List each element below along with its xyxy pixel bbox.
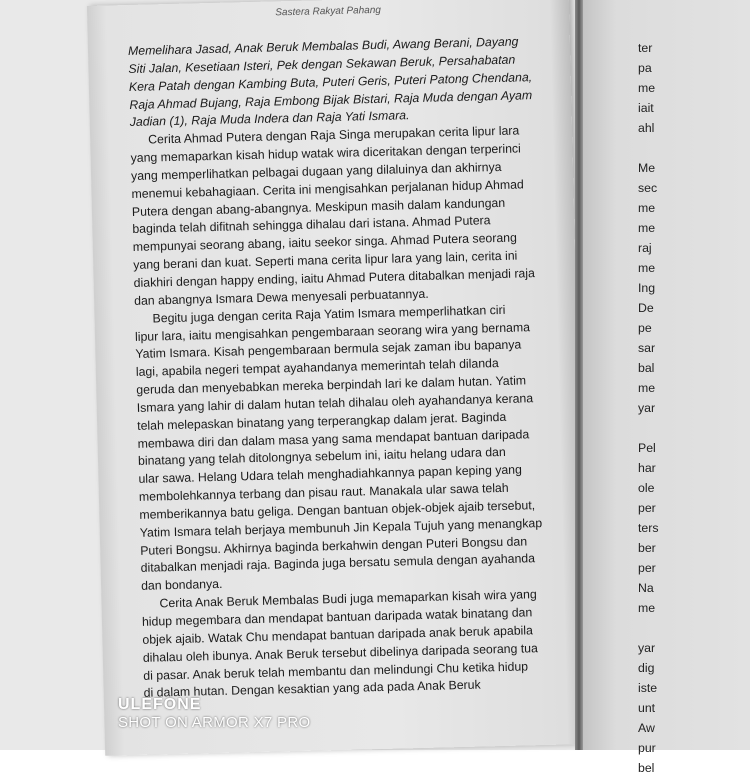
text-line: geruda dan menyebabkan mereka berpindah lari ke dalam hutan. Yatim: [136, 373, 527, 397]
next-page-fragment: [638, 420, 750, 440]
text-line: Puteri Bongsu. Akhirnya baginda berkahwin dengan Puteri Bongsu dan: [140, 534, 528, 558]
next-page-text: [638, 40, 750, 780]
next-page-fragment: ahl: [638, 121, 655, 135]
next-page-fragment: me: [638, 201, 656, 215]
next-page-fragment: dig: [638, 661, 655, 675]
text-line: memberikannya batu geliga. Dengan bantuan objek-objek ajaib tersebut,: [139, 498, 536, 522]
next-page-fragment: Na: [638, 581, 654, 595]
text-line: diakhiri dengan happy ending, iaitu Ahmad Putera ditabalkan menjadi raja: [133, 266, 536, 290]
text-line: yang memaparkan kisah hidup watak wira diceritakan dengan terperinci: [130, 141, 522, 166]
next-page-fragment: Aw: [638, 721, 655, 735]
text-line: di dalam hutan. Dengan kesaktian yang ada pada Anak Beruk: [143, 677, 481, 701]
next-page-fragment: ber: [638, 541, 656, 555]
text-line: Kera Patah dengan Kambing Buta, Puteri Geris, Puteri Patong Chendana,: [128, 69, 533, 94]
next-page-fragment: pur: [638, 741, 656, 755]
camera-watermark: [118, 696, 310, 732]
next-page-fragment: me: [638, 221, 656, 235]
text-line: Memelihara Jasad, Anak Beruk Membalas Budi, Awang Berani, Dayang: [127, 34, 519, 59]
text-line: membolehkannya terbang dan pisau raut. Manakala ular sawa telah: [138, 480, 509, 504]
text-line: Cerita Ahmad Putera dengan Raja Singa merupakan cerita lipur lara: [148, 123, 520, 147]
text-line: Yatim Ismara telah berjaya membunuh Jin Kepala Tujuh yang menangkap: [139, 515, 543, 540]
text-line: di pasar. Anak beruk telah membantu dan melindungi Chu ketika hidup: [143, 658, 529, 683]
next-page-fragment: yar: [638, 641, 656, 655]
next-page-fragment: ters: [638, 521, 659, 535]
next-page-fragment: ole: [638, 481, 655, 495]
text-line: yang berani dan kuat. Seperti mana cerita lipur lara yang lain, cerita ini: [133, 248, 518, 273]
text-line: baginda telah difitnah sehingga dihalau dari istana. Ahmad Putera: [132, 213, 491, 237]
next-page-fragment: ter: [638, 41, 653, 55]
text-line: Raja Ahmad Bujang, Raja Embong Bijak Bistari, Raja Muda dengan Ayam: [129, 87, 533, 112]
text-line: ditabalkan menjadi raja. Baginda juga bersatu semula dengan ayahanda: [140, 551, 536, 576]
next-page-fragment: De: [638, 301, 654, 315]
text-line: dihalau oleh ibunya. Anak Beruk tersebut dibelinya daripada seorang tua: [142, 640, 539, 665]
next-page-fragment: me: [638, 601, 656, 615]
text-line: Jadian (1), Raja Muda Indera dan Raja Yati Ismara.: [129, 108, 410, 130]
text-line: binatang yang telah ditolongnya sebelum ini, iaitu helang udara dan: [137, 445, 506, 469]
text-line: ular sawa. Helang Udara telah menghadiahkannya papan keping yang: [138, 462, 523, 487]
next-page-fragment: per: [638, 561, 656, 575]
text-line: lagi, apabila negeri tempat ayahandanya memerintah telah dilanda: [135, 356, 499, 380]
book-gutter: [575, 0, 583, 750]
text-line: dan bondanya.: [140, 577, 223, 594]
text-line: Yatim Ismara. Kisah pengembaraan bermula sejak zaman ibu bapanya: [135, 337, 522, 362]
text-line: membawa diri dan dalam masa yang sama mendapat bantuan daripada: [137, 426, 530, 451]
next-page-fragment: per: [638, 501, 656, 515]
next-page-fragment: me: [638, 261, 656, 275]
next-page-fragment: Ing: [638, 281, 656, 295]
text-line: Ismara yang lahir di dalam hutan telah dihalau oleh ayahandanya kerana: [136, 391, 534, 415]
next-page-fragment: har: [638, 461, 656, 475]
text-line: Putera dengan abang-abangnya. Meskipun masih dalam kandungan: [131, 195, 506, 219]
next-page-fragment: raj: [638, 241, 652, 255]
next-page-fragment: me: [638, 81, 656, 95]
next-page-fragment: Pel: [638, 441, 656, 455]
watermark-brand: ULEFONE: [118, 696, 202, 713]
next-page-fragment: pa: [638, 61, 652, 75]
text-line: Begitu juga dengan cerita Raja Yatim Ismara memperlihatkan ciri: [152, 302, 506, 326]
text-line: lipur lara, iaitu mengisahkan pengembaraan seorang wira yang bernama: [134, 319, 531, 344]
next-page-fragment: [638, 140, 750, 160]
text-line: Cerita Anak Beruk Membalas Budi juga memaparkan kisah wira yang: [159, 587, 537, 611]
text-line: Siti Jalan, Kesetiaan Isteri, Pek dengan Sekawan Beruk, Persahabatan: [128, 52, 516, 76]
book-page-left: [87, 0, 587, 756]
next-page-fragment: me: [638, 381, 656, 395]
watermark-caption: SHOT ON ARMOR X7 PRO: [118, 714, 311, 731]
text-line: mempunyai seorang abang, iaitu seekor singa. Ahmad Putera seorang: [132, 230, 518, 255]
next-page-fragment: bal: [638, 361, 655, 375]
body-text: [128, 33, 562, 703]
text-line: hidup megembara dan mendapat bantuan daripada watak binatang dan: [141, 605, 533, 629]
next-page-fragment: iste: [638, 681, 658, 695]
text-line: yang memperlihatkan pelbagai dugaan yang dilaluinya dan akhirnya: [130, 159, 502, 183]
next-page-fragment: unt: [638, 701, 656, 715]
next-page-fragment: sar: [638, 341, 656, 355]
next-page-fragment: sec: [638, 181, 658, 195]
next-page-fragment: Me: [638, 161, 656, 175]
running-head: Sastera Rakyat Pahang: [275, 4, 382, 19]
text-line: dan abangnya Ismara Dewa menyesali perbuatannya.: [133, 286, 429, 308]
text-line: menemui kebahagiaan. Cerita ini mengisahkan perjalanan hidup Ahmad: [131, 177, 524, 201]
next-page-fragment: iait: [638, 101, 654, 115]
next-page-fragment: yar: [638, 401, 656, 415]
next-page-fragment: [638, 620, 750, 640]
next-page-fragment: pe: [638, 321, 652, 335]
next-page-fragment: bel: [638, 761, 655, 775]
text-line: objek ajaib. Watak Chu mendapat bantuan daripada anak beruk apabila: [142, 623, 534, 647]
text-line: telah melepaskan binatang yang terperangkap dalam jerat. Baginda: [137, 409, 507, 433]
